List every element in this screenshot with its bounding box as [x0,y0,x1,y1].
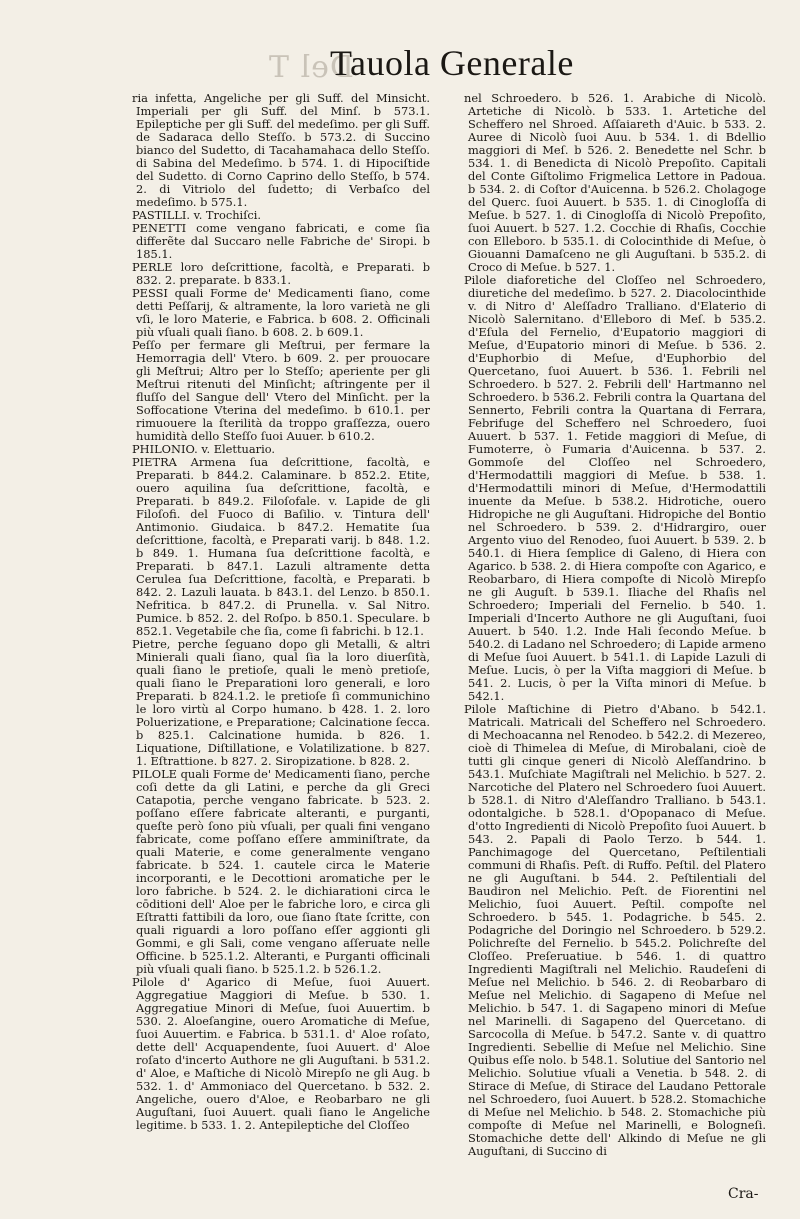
index-entry: PENETTI come vengano fabricati, e come ſia differẽte dal Succaro nelle Fabriche de' Siropi. b 185.1. [132,221,430,261]
bleed-through-text: Del T [268,50,354,85]
right-column [464,92,766,1158]
index-entry: Pilole Maſtichine di Pietro d'Abano. b 542.1. Matricali. Matricali del Scheffero nel Schroedero. di Mechoacanna nel Renodeo. b 542.2. di Mezereo, cioè di Thimelea di Meſue, di Mirobalani, cioè de tutti gli cinque generi di Nicolò Aleſſandrino. b 543.1. Muſchiate Magiſtrali nel Melichio. b 527. 2. Narcotiche del Platero nel Schroedero ſuoi Auuert. b 528.1. di Nitro d'Aleſſandro Tralliano. b 543.1. odontalgiche. b 528.1. d'Opopanaco di Meſue. d'otto Ingredienti di Nicolò Prepoſito ſuoi Auuert. b 543. 2. Papali di Paolo Terzo. b 544. 1. Panchimagoge del Quercetano, Peſtilentiali communi di Rhaſis. Peſt. di Ruffo. Peſtil. del Platero ne gli Auguſtani. b 544. 2. Peſtilentiali del Baudiron nel Melichio. Peſt. de Fiorentini nel Melichio, ſuoi Auuert. Peſtil. compoſte nel Schroedero. b 545. 1. Podagriche. b 545. 2. Podagriche del Doringio nel Schroedero. b 529.2. Polichreſte del Fernelio. b 545.2. Polichreſte del Cloſſeo. Preſeruatiue. b 546. 1. di quattro Ingredienti Magiſtrali nel Melichio. Raudeſeni di Meſue nel Melichio. b 546. 2. di Reobarbaro di Meſue nel Melichio. di Sagapeno di Meſue nel Melichio. b 547. 1. di Sagapeno minori di Meſue nel Marinelli. di Sagapeno del Quercetano. di Sarcocolla di Meſue. b 547.2. Sante v. di quattro Ingredienti. Sebellie di Meſue nel Melichio. Sine Quibus eſſe nolo. b 548.1. Solutiue del Santorio nel Melichio. Solutiue vſuali a Venetia. b 548. 2. di Stirace di Meſue, di Stirace del Laudano Pettorale nel Schroedero, ſuoi Auuert. b 528.2. Stomachiche di Meſue nel Melichio. b 548. 2. Stomachiche più compoſte di Meſue nel Marinelli, e Bologneſi. Stomachiche dette dell' Alkindo di Meſue ne gli Auguſtani, di Succino di [464,702,766,1158]
index-entry: PESSI quali Forme de' Medicamenti ſiano, come detti Peſſarij, & altramente, la loro varietà ne gli vſi, le loro Materie, e Fabrica. b 608. 2. Officinali più vſuali quali ſiano. b 608. 2. b 609.1. [132,286,430,339]
index-entry: PIETRA Armena ſua deſcrittione, facoltà, e Preparati. b 844.2. Calaminare. b 852.2. Etite, ouero aquilina ſua deſcrittione, facoltà, e Preparati. b 849.2. Filoſofale. v. Lapide de gli Filoſofi. del Fuoco di Baſilio. v. Tintura dell' Antimonio. Giudaica. b 847.2. Hematite ſua deſcrittione, facoltà, e Preparati varij. b 848. 1.2. b 849. 1. Humana ſua deſcrittione facoltà, e Preparati. b 847.1. Lazuli altramente detta Cerulea ſua Deſcrittione, facoltà, e Preparati. b 842. 2. Lazuli lauata. b 843.1. del Lenzo. b 850.1. Nefritica. b 847.2. di Prunella. v. Sal Nitro. Pumice. b 852. 2. del Roſpo. b 850.1. Speculare. b 852.1. Vegetabile che ſia, come ſi fabrichi. b 12.1. [132,455,430,638]
page-title: Tauola Generale [330,43,574,83]
left-column [132,92,430,1132]
index-entry: nel Schroedero. b 526. 1. Arabiche di Nicolò. Artetiche di Nicolò. b 533. 1. Artetiche del Scheffero nel Shroed. Aſſaiareth d'Auic. b 533. 2. Auree di Nicolò ſuoi Auu. b 534. 1. di Bdellio maggiori di Meſ. b 526. 2. Benedette nel Schr. b 534. 1. di Benedicta di Nicolò Prepoſito. Capitali del Conte Giſtolimo Frigmelica Lettore in Padoua. b 534. 2. di Coſtor d'Auicenna. b 526.2. Cholagoge del Querc. ſuoi Auuert. b 535. 1. di Cinogloſſa di Meſue. b 527. 1. di Cinogloſſa di Nicolò Prepoſito, ſuoi Auuert. b 527. 1.2. Cocchie di Rhaſis, Cocchie con Elleboro. b 535.1. di Colocinthide di Meſue, ò Giouanni Damaſceno ne gli Auguſtani. b 535.2. di Croco di Meſue. b 527. 1. [464,91,766,274]
index-entry: PHILONIO. v. Elettuario. [132,442,276,456]
index-entry: Pietre, perche ſeguano dopo gli Metalli, & altri Minierali quali ſiano, qual ſia la loro diuerſità, quali ſiano le pretioſe, quali le menò pretioſe, quali ſiano le Preparationi loro generali, e loro Preparati. b 824.1.2. le pretioſe ſi communichino le loro virtù al Corpo humano. b 428. 1. 2. loro Poluerizatione, e Preparatione; Calcinatione ſecca. b 825.1. Calcinatione humida. b 826. 1. Liquatione, Diſtillatione, e Volatilizatione. b 827. 1. Eſtrattione. b 827. 2. Siropizatione. b 828. 2. [132,637,430,768]
index-entry: Pilole d' Agarico di Meſue, ſuoi Auuert. Aggregatiue Maggiori di Meſue. b 530. 1. Aggregatiue Minori di Meſue, ſuoi Auuertim. b 530. 2. Aloeſangine, ouero Aromatiche di Meſue, ſuoi Auuertim. e Fabrica. b 531.1. d' Aloe roſato, dette dell' Acquapendente, ſuoi Auuert. d' Aloe roſato d'incerto Authore ne gli Auguſtani. b 531.2. d' Aloe, e Maſtiche di Nicolò Mirepſo ne gli Aug. b 532. 1. d' Ammoniaco del Quercetano. b 532. 2. Angeliche, ouero d'Aloe, e Reobarbaro ne gli Auguſtani, ſuoi Auuert. quali ſiano le Angeliche legitime. b 533. 1. 2. Antepileptiche del Cloſſeo [132,975,430,1132]
index-entry: PASTILLI. v. Trochiſci. [132,208,262,222]
index-entry: Pilole diaforetiche del Cloſſeo nel Schroedero, diuretiche del medeſimo. b 527. 2. Diacolocinthide v. di Nitro d' Aleſſadro Tralliano. d'Elaterio di Nicolò Salernitano. d'Elleboro di Meſ. b 535.2. d'Eſula del Fernelio, d'Eupatorio maggiori di Meſue, d'Eupatorio minori di Meſue. b 536. 2. d'Euphorbio di Meſue, d'Euphorbio del Quercetano, ſuoi Auuert. b 536. 1. Febrili nel Schroedero. b 527. 2. Febrili dell' Hartmanno nel Schroedero. b 536.2. Febrili contra la Quartana del Sennerto, Febrili contra la Quartana di Ferrara, Febrifuge del Scheffero nel Schroedero, ſuoi Auuert. b 537. 1. Fetide maggiori di Meſue, di Fumoterre, ò Fumaria d'Auicenna. b 537. 2. Gommoſe del Cloſſeo nel Schroedero, d'Hermodattili maggiori di Meſue. b 538. 1. d'Hermodattili minori di Meſue, d'Hermodattili inuente da Meſue. b 538.2. Hidrotiche, ouero Hidropiche ne gli Auguſtani. Hidropiche del Bontio nel Schroedero. b 539. 2. d'Hidrargiro, ouer Argento viuo del Renodeo, ſuoi Auuert. b 539. 2. b 540.1. di Hiera ſemplice di Galeno, di Hiera con Agarico. b 538. 2. di Hiera compoſte con Agarico, e Reobarbaro, di Hiera compoſte di Nicolò Mirepſo ne gli Auguſt. b 539.1. Iliache del Rhaſis nel Schroedero; Imperiali del Fernelio. b 540. 1. Imperiali d'Incerto Authore ne gli Auguſtani, ſuoi Auuert. b 540. 1.2. Inde Hali ſecondo Meſue. b 540.2. di Ladano nel Schroedero; di Lapide armeno di Meſue ſuoi Auuert. b 541.1. di Lapide Lazuli di Meſue. Lucis, ò per la Viſta maggiori di Meſue. b 541. 2. Lucis, ò per la Viſta minori di Meſue. b 542.1. [464,273,766,703]
index-entry: PERLE loro deſcrittione, facoltà, e Preparati. b 832. 2. preparate. b 833.1. [132,260,430,287]
catchword: Cra- [728,1186,759,1202]
index-entry: Peſſo per fermare gli Meſtrui, per fermare la Hemorragia dell' Vtero. b 609. 2. per prouocare gli Meſtrui; Altro per lo Steſſo; aperiente per gli Meſtrui ritenuti del Minſicht; aſtringente per il fluſſo del Sangue dell' Vtero del Minſicht. per la Soffocatione Vterina del medeſimo. b 610.1. per rimuouere la ſterilità da troppo graſſezza, ouero humidità dello Steſſo ſuoi Auuer. b 610.2. [132,338,430,443]
index-entry: PILOLE quali Forme de' Medicamenti ſiano, perche coſi dette da gli Latini, e perche da gli Greci Catapotia, perche vengano fabricate. b 523. 2. poſſano eſſere fabricate alteranti, e purganti, queſte però ſono più vſuali, per quali fini vengano fabricate, come poſſano eſſere amminiſtrate, da quali Materie, e come generalmente vengano fabricate. b 524. 1. cautele circa le Materie incorporanti, e le Decottioni aromatiche per le loro fabriche. b 524. 2. le dichiarationi circa le cōditioni dell' Aloe per le fabriche loro, e circa gli Eſtratti fattibili da loro, oue ſiano ſtate ſcritte, con quali riguardi a loro poſſano eſſer aggionti gli Gommi, e gli Sali, come vengano aſſeruate nelle Officine. b 525.1.2. Alteranti, e Purganti officinali più vſuali quali ſiano. b 525.1.2. b 526.1.2. [132,767,430,976]
index-entry: ria infetta, Angeliche per gli Suff. del Minsicht. Imperiali per gli Suff. del Minſ. b 573.1. Epileptiche per gli Suff. del medeſimo. per gli Suff. de Sadaraca dello Steſſo. b 573.2. di Succino bianco del Sudetto, di Tacahamahaca dello Steſſo. di Sabina del Medeſimo. b 574. 1. di Hipociſtide del Sudetto. di Corno Caprino dello Steſſo, b 574. 2. di Vitriolo del ſudetto; di Verbaſco del medeſimo. b 575.1. [132,91,430,209]
